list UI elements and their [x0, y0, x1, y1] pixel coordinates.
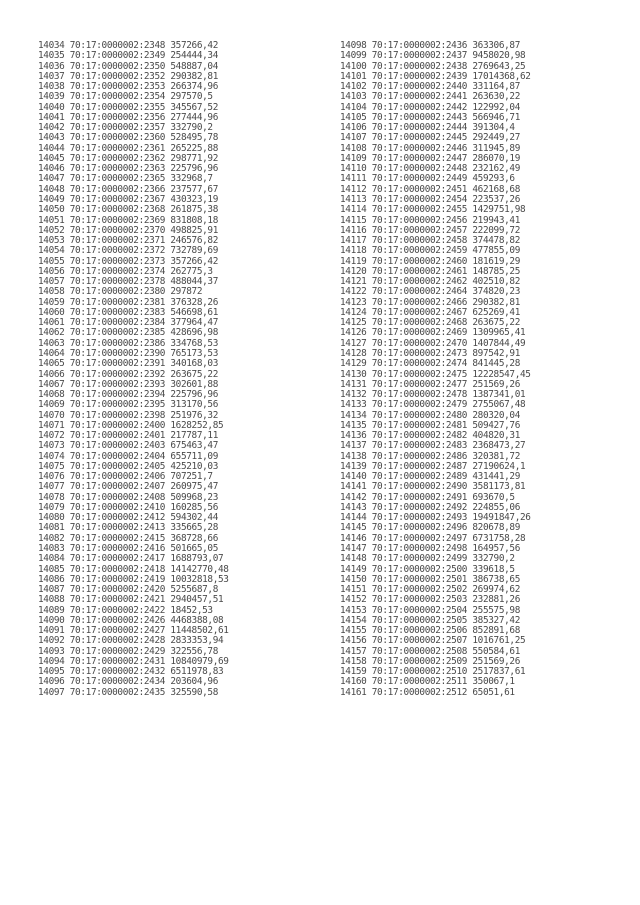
- table-row: 14075 70:17:0000002:2405 425210,03: [38, 460, 219, 472]
- table-row: 14103 70:17:0000002:2441 263630,22: [340, 91, 521, 103]
- table-row: 14102 70:17:0000002:2440 331164,87: [340, 81, 521, 93]
- table-row: 14138 70:17:0000002:2486 320381,72: [340, 450, 521, 462]
- table-row: 14136 70:17:0000002:2482 404820,31: [340, 430, 521, 442]
- table-row: 14086 70:17:0000002:2419 10032818,53: [38, 573, 229, 585]
- table-row: 14145 70:17:0000002:2496 820678,89: [340, 522, 521, 534]
- table-row: 14135 70:17:0000002:2481 509427,76: [340, 419, 521, 431]
- table-row: 14153 70:17:0000002:2504 255575,98: [340, 604, 521, 616]
- table-row: 14159 70:17:0000002:2510 2517837,61: [340, 666, 526, 678]
- table-row: 14112 70:17:0000002:2451 462168,68: [340, 183, 521, 195]
- table-row: 14144 70:17:0000002:2493 19491847,26: [340, 512, 531, 524]
- table-row: 14141 70:17:0000002:2490 3581173,81: [340, 481, 526, 493]
- table-row: 14084 70:17:0000002:2417 1688793,07: [38, 553, 224, 565]
- table-row: 14121 70:17:0000002:2462 402510,82: [340, 276, 521, 288]
- table-row: 14129 70:17:0000002:2474 841445,28: [340, 358, 521, 370]
- table-row: 14105 70:17:0000002:2443 566946,71: [340, 111, 521, 123]
- table-row: 14039 70:17:0000002:2354 297570,5: [38, 91, 213, 103]
- table-row: 14094 70:17:0000002:2431 10840979,69: [38, 655, 229, 667]
- table-row: 14044 70:17:0000002:2361 265225,88: [38, 142, 219, 154]
- table-row: 14068 70:17:0000002:2394 225796,96: [38, 389, 219, 401]
- table-row: 14147 70:17:0000002:2498 164957,56: [340, 543, 521, 555]
- table-row: 14149 70:17:0000002:2500 339618,5: [340, 563, 515, 575]
- table-row: 14047 70:17:0000002:2365 332968,7: [38, 173, 213, 185]
- table-row: 14130 70:17:0000002:2475 12228547,45: [340, 368, 531, 380]
- table-row: 14131 70:17:0000002:2477 251569,26: [340, 378, 521, 390]
- table-row: 14124 70:17:0000002:2467 625269,41: [340, 306, 521, 318]
- table-row: 14110 70:17:0000002:2448 232162,49: [340, 163, 521, 175]
- table-row: 14106 70:17:0000002:2444 391304,4: [340, 122, 515, 134]
- table-row: 14071 70:17:0000002:2400 1628252,85: [38, 419, 224, 431]
- table-row: 14082 70:17:0000002:2415 368728,66: [38, 532, 219, 544]
- table-row: 14041 70:17:0000002:2356 277444,96: [38, 111, 219, 123]
- table-row: 14092 70:17:0000002:2428 2833353,94: [38, 635, 224, 647]
- table-row: 14120 70:17:0000002:2461 148785,25: [340, 265, 521, 277]
- table-row: 14057 70:17:0000002:2378 488044,37: [38, 276, 219, 288]
- table-row: 14122 70:17:0000002:2464 374820,23: [340, 286, 521, 298]
- table-row: 14126 70:17:0000002:2469 1309965,41: [340, 327, 526, 339]
- table-row: 14035 70:17:0000002:2349 254444,34: [38, 50, 219, 62]
- table-row: 14036 70:17:0000002:2350 548887,04: [38, 60, 219, 72]
- table-row: 14134 70:17:0000002:2480 280320,04: [340, 409, 521, 421]
- table-row: 14115 70:17:0000002:2456 219943,41: [340, 214, 521, 226]
- table-row: 14155 70:17:0000002:2506 852891,68: [340, 625, 521, 637]
- table-row: 14089 70:17:0000002:2422 18452,53: [38, 604, 213, 616]
- table-row: 14066 70:17:0000002:2392 263675,22: [38, 368, 219, 380]
- table-row: 14113 70:17:0000002:2454 223537,26: [340, 193, 521, 205]
- table-row: 14087 70:17:0000002:2420 5255687,8: [38, 584, 219, 596]
- table-row: 14073 70:17:0000002:2403 675463,47: [38, 440, 219, 452]
- table-row: 14143 70:17:0000002:2492 224855,06: [340, 501, 521, 513]
- table-row: 14114 70:17:0000002:2455 1429751,98: [340, 204, 526, 216]
- table-row: 14107 70:17:0000002:2445 292449,27: [340, 132, 521, 144]
- table-row: 14139 70:17:0000002:2487 27190624,1: [340, 460, 526, 472]
- table-row: 14117 70:17:0000002:2458 374478,82: [340, 235, 521, 247]
- table-row: 14093 70:17:0000002:2429 322556,78: [38, 645, 219, 657]
- table-row: 14097 70:17:0000002:2435 325590,58: [38, 686, 219, 698]
- table-row: 14099 70:17:0000002:2437 9458020,98: [340, 50, 526, 62]
- table-row: 14118 70:17:0000002:2459 477855,09: [340, 245, 521, 257]
- table-row: 14078 70:17:0000002:2408 509968,23: [38, 491, 219, 503]
- table-row: 14095 70:17:0000002:2432 6511978,83: [38, 666, 224, 678]
- table-row: 14037 70:17:0000002:2352 290382,81: [38, 70, 219, 82]
- table-row: 14064 70:17:0000002:2390 765173,53: [38, 347, 219, 359]
- table-row: 14069 70:17:0000002:2395 313170,56: [38, 399, 219, 411]
- table-row: 14076 70:17:0000002:2406 707251,7: [38, 471, 213, 483]
- table-row: 14137 70:17:0000002:2483 2368473,27: [340, 440, 526, 452]
- table-row: 14156 70:17:0000002:2507 1016761,25: [340, 635, 526, 647]
- table-row: 14108 70:17:0000002:2446 311945,89: [340, 142, 521, 154]
- table-row: 14091 70:17:0000002:2427 11448502,61: [38, 625, 229, 637]
- table-row: 14080 70:17:0000002:2412 594302,44: [38, 512, 219, 524]
- table-row: 14040 70:17:0000002:2355 345567,52: [38, 101, 219, 113]
- right-column: [340, 41, 531, 698]
- table-row: 14058 70:17:0000002:2380 297872: [38, 286, 203, 298]
- table-row: 14065 70:17:0000002:2391 340168,03: [38, 358, 219, 370]
- table-row: 14077 70:17:0000002:2407 260975,47: [38, 481, 219, 493]
- table-row: 14074 70:17:0000002:2404 655711,09: [38, 450, 219, 462]
- table-row: 14072 70:17:0000002:2401 217787,11: [38, 430, 219, 442]
- table-row: 14051 70:17:0000002:2369 831808,18: [38, 214, 219, 226]
- table-row: 14060 70:17:0000002:2383 546698,61: [38, 306, 219, 318]
- table-row: 14160 70:17:0000002:2511 350067,1: [340, 676, 515, 688]
- table-row: 14125 70:17:0000002:2468 263675,22: [340, 317, 521, 329]
- table-row: 14148 70:17:0000002:2499 332790,2: [340, 553, 515, 565]
- table-row: 14063 70:17:0000002:2386 334768,53: [38, 337, 219, 349]
- table-row: 14123 70:17:0000002:2466 290382,81: [340, 296, 521, 308]
- table-row: 14128 70:17:0000002:2473 897542,91: [340, 347, 521, 359]
- table-row: 14150 70:17:0000002:2501 386738,65: [340, 573, 521, 585]
- table-row: 14061 70:17:0000002:2384 377964,47: [38, 317, 219, 329]
- table-row: 14119 70:17:0000002:2460 181619,29: [340, 255, 521, 267]
- table-row: 14109 70:17:0000002:2447 286070,19: [340, 152, 521, 164]
- table-row: 14081 70:17:0000002:2413 335665,28: [38, 522, 219, 534]
- table-row: 14054 70:17:0000002:2372 732789,69: [38, 245, 219, 257]
- table-row: 14104 70:17:0000002:2442 122992,04: [340, 101, 521, 113]
- table-row: 14038 70:17:0000002:2353 266374,96: [38, 81, 219, 93]
- table-row: 14067 70:17:0000002:2393 302601,88: [38, 378, 219, 390]
- table-row: 14053 70:17:0000002:2371 246576,82: [38, 235, 219, 247]
- table-row: 14056 70:17:0000002:2374 262775,3: [38, 265, 213, 277]
- table-row: 14052 70:17:0000002:2370 498825,91: [38, 224, 219, 236]
- table-row: 14055 70:17:0000002:2373 357266,42: [38, 255, 219, 267]
- table-row: 14132 70:17:0000002:2478 1387341,01: [340, 389, 526, 401]
- table-row: 14042 70:17:0000002:2357 332790,2: [38, 122, 213, 134]
- table-row: 14062 70:17:0000002:2385 428696,98: [38, 327, 219, 339]
- table-row: 14127 70:17:0000002:2470 1407844,49: [340, 337, 526, 349]
- table-row: 14100 70:17:0000002:2438 2769643,25: [340, 60, 526, 72]
- left-column: [38, 41, 229, 698]
- table-row: 14085 70:17:0000002:2418 14142770,48: [38, 563, 229, 575]
- table-row: 14059 70:17:0000002:2381 376328,26: [38, 296, 219, 308]
- table-row: 14111 70:17:0000002:2449 459293,6: [340, 173, 515, 185]
- table-row: 14161 70:17:0000002:2512 65051,61: [340, 686, 515, 698]
- table-row: 14116 70:17:0000002:2457 222099,72: [340, 224, 521, 236]
- table-row: 14070 70:17:0000002:2398 251976,32: [38, 409, 219, 421]
- table-row: 14142 70:17:0000002:2491 693670,5: [340, 491, 515, 503]
- table-row: 14096 70:17:0000002:2434 203604,96: [38, 676, 219, 688]
- table-row: 14088 70:17:0000002:2421 2940457,51: [38, 594, 224, 606]
- table-row: 14049 70:17:0000002:2367 430323,19: [38, 193, 219, 205]
- table-row: 14140 70:17:0000002:2489 431441,29: [340, 471, 521, 483]
- table-row: 14133 70:17:0000002:2479 2755067,48: [340, 399, 526, 411]
- table-row: 14158 70:17:0000002:2509 251569,26: [340, 655, 521, 667]
- table-row: 14079 70:17:0000002:2410 160285,56: [38, 501, 219, 513]
- table-row: 14083 70:17:0000002:2416 501665,05: [38, 543, 219, 555]
- table-row: 14050 70:17:0000002:2368 261875,38: [38, 204, 219, 216]
- table-row: 14146 70:17:0000002:2497 6731758,28: [340, 532, 526, 544]
- table-row: 14090 70:17:0000002:2426 4468388,08: [38, 614, 224, 626]
- table-row: 14034 70:17:0000002:2348 357266,42: [38, 40, 219, 51]
- table-row: 14048 70:17:0000002:2366 237577,67: [38, 183, 219, 195]
- table-row: 14154 70:17:0000002:2505 385327,42: [340, 614, 521, 626]
- table-row: 14045 70:17:0000002:2362 298771,92: [38, 152, 219, 164]
- table-row: 14157 70:17:0000002:2508 550584,61: [340, 645, 521, 657]
- table-row: 14098 70:17:0000002:2436 363306,87: [340, 40, 521, 51]
- table-row: 14151 70:17:0000002:2502 269974,62: [340, 584, 521, 596]
- table-row: 14101 70:17:0000002:2439 17014368,62: [340, 70, 531, 82]
- table-row: 14152 70:17:0000002:2503 232881,26: [340, 594, 521, 606]
- table-row: 14043 70:17:0000002:2360 528495,78: [38, 132, 219, 144]
- table-row: 14046 70:17:0000002:2363 225796,96: [38, 163, 219, 175]
